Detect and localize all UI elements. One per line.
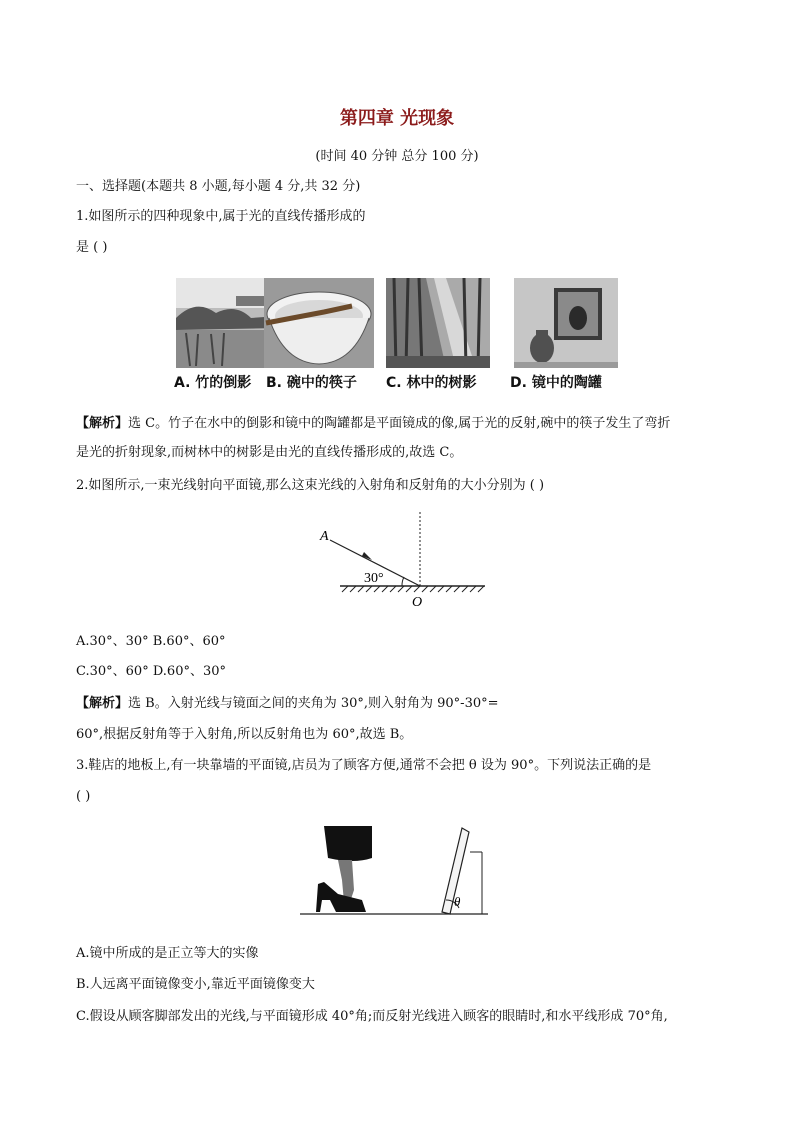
photo-bowl-chopsticks — [264, 278, 374, 368]
q3-option-c: C.假设从顾客脚部发出的光线,与平面镜形成 40°角;而反射光线进入顾客的眼睛时,和水平线形成 70°角, — [76, 1009, 668, 1024]
q2-stem: 2.如图所示,一束光线射向平面镜,那么这束光线的入射角和反射角的大小分别为 ( ) — [76, 478, 545, 493]
q1-analysis-cont: 是光的折射现象,而树林中的树影是由光的直线传播形成的,故选 C。 — [76, 445, 463, 460]
analysis-tag: 【解析】 — [76, 696, 129, 711]
analysis-text: 选 B。入射光线与镜面之间的夹角为 30°,则入射角为 90°-30°= — [128, 696, 499, 711]
label-o: O — [412, 595, 423, 610]
section-heading: 一、选择题(本题共 8 小题,每小题 4 分,共 32 分) — [76, 179, 361, 194]
caption-d: D. 镜中的陶罐 — [510, 375, 602, 391]
label-a: A — [320, 529, 329, 544]
q2-analysis-cont: 60°,根据反射角等于入射角,所以反射角也为 60°,故选 B。 — [76, 727, 413, 742]
caption-a: A. 竹的倒影 — [174, 375, 252, 391]
caption-c: C. 林中的树影 — [386, 375, 477, 391]
page-title: 第四章 光现象 — [339, 108, 455, 129]
q3-stem: 3.鞋店的地板上,有一块靠墙的平面镜,店员为了顾客方便,通常不会把 θ 设为 90°。下列说法正确的是 — [76, 758, 652, 773]
photo-forest-shadows — [386, 278, 490, 368]
q1-analysis — [76, 414, 670, 434]
photo-bamboo-reflection — [176, 278, 278, 368]
q1-stem-cont: 是 ( ) — [76, 240, 108, 255]
caption-b: B. 碗中的筷子 — [266, 375, 357, 391]
q3-shoe-mirror-diagram — [298, 820, 490, 920]
page-subtitle: (时间 40 分钟 总分 100 分) — [315, 149, 479, 164]
analysis-text: 选 C。竹子在水中的倒影和镜中的陶罐都是平面镜成的像,属于光的反射,碗中的筷子发生了弯折 — [128, 416, 671, 431]
q1-stem: 1.如图所示的四种现象中,属于光的直线传播形成的 — [76, 209, 366, 224]
q2-reflection-diagram — [310, 510, 490, 610]
photo-mirror-jar — [514, 278, 618, 368]
q3-option-b: B.人远离平面镜像变小,靠近平面镜像变大 — [76, 977, 315, 992]
q3-stem-cont: ( ) — [76, 789, 91, 804]
q3-option-a: A.镜中所成的是正立等大的实像 — [76, 946, 259, 961]
label-angle: 30° — [364, 571, 384, 586]
q2-options-row1: A.30°、30° B.60°、60° — [76, 634, 226, 649]
label-theta: θ — [454, 894, 461, 909]
analysis-tag: 【解析】 — [76, 416, 129, 431]
q2-options-row2: C.30°、60° D.60°、30° — [76, 664, 227, 679]
q2-analysis — [76, 694, 499, 714]
